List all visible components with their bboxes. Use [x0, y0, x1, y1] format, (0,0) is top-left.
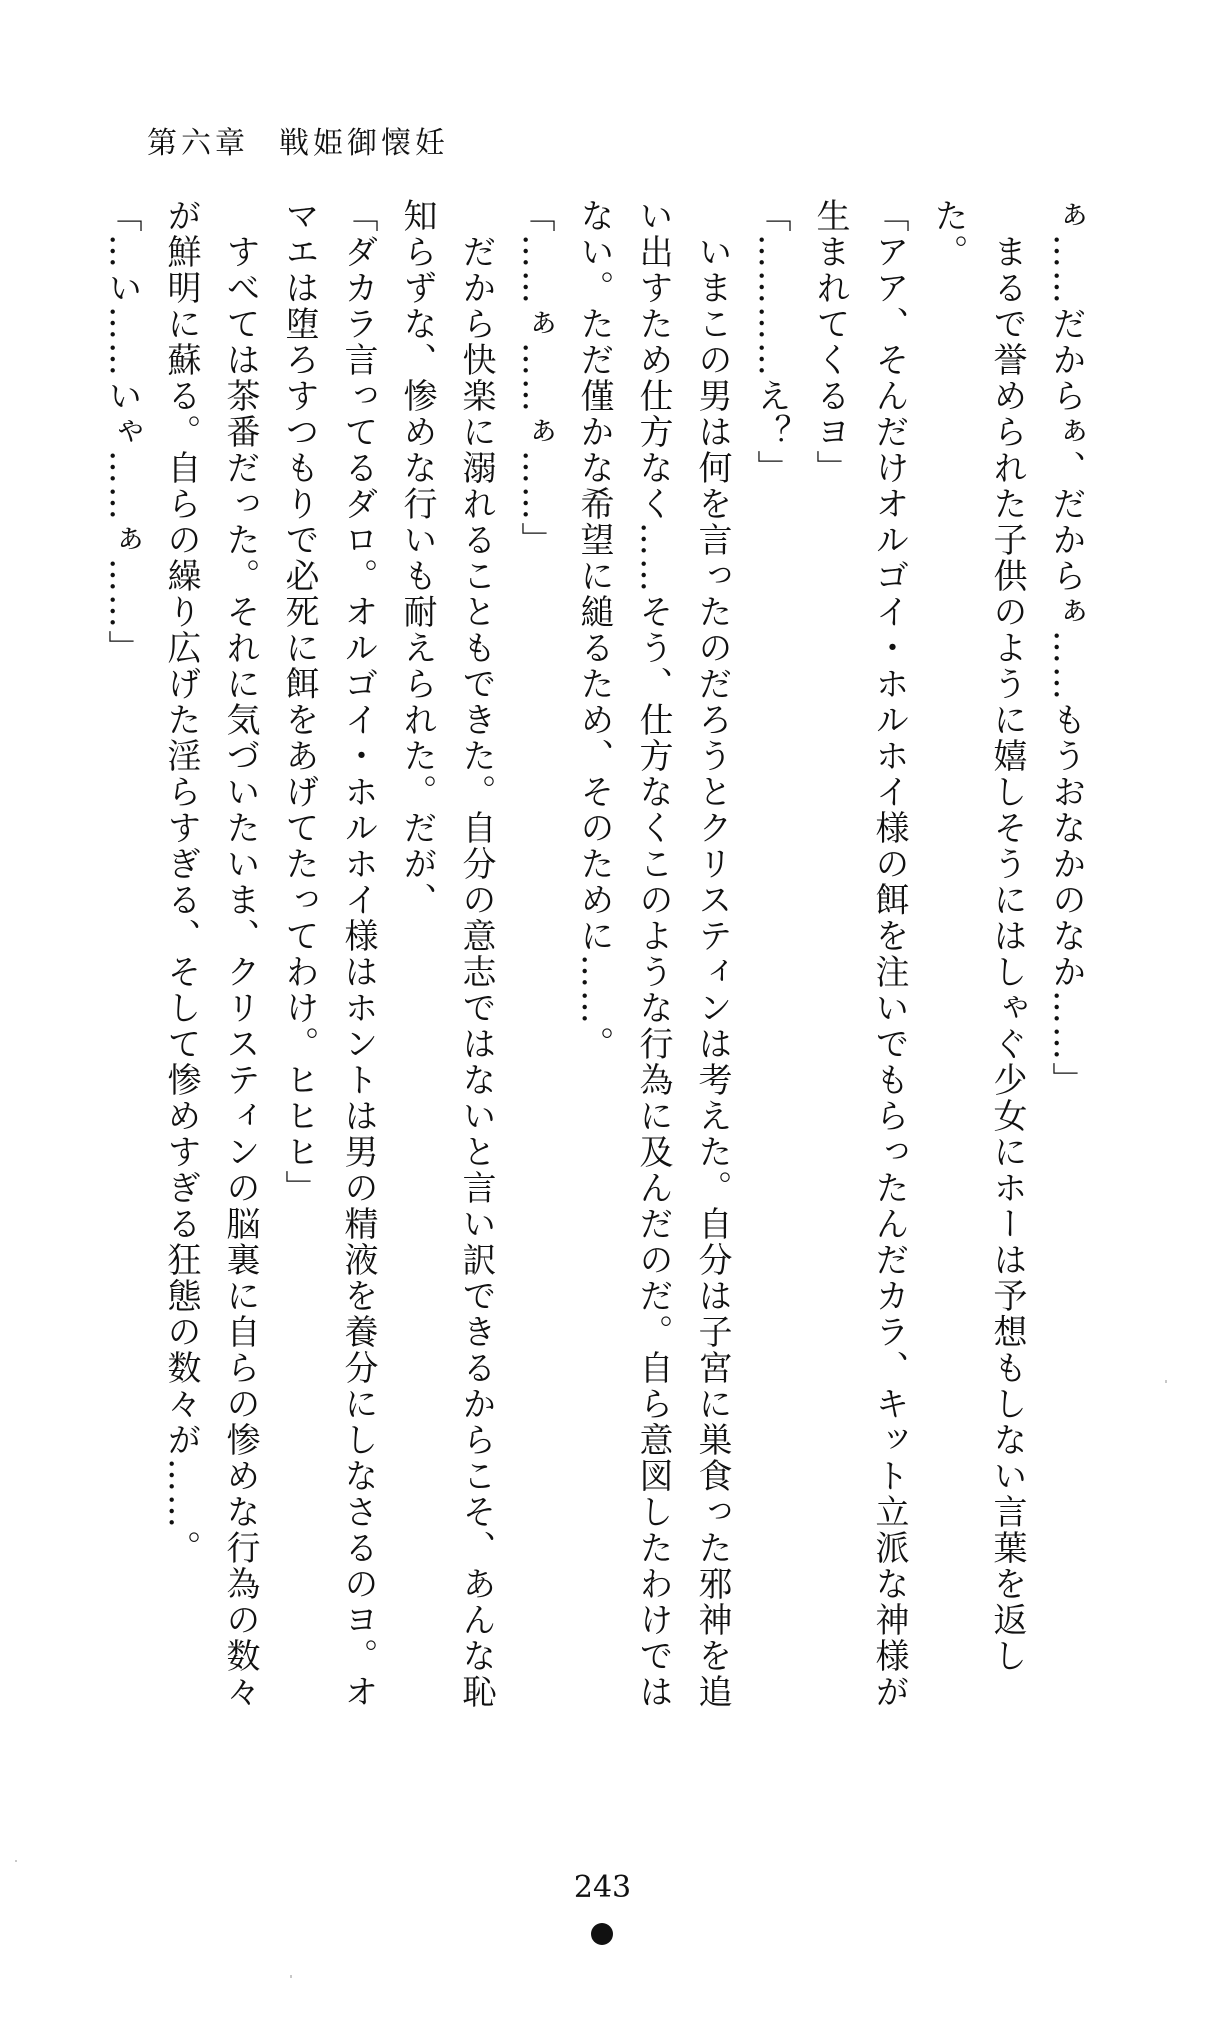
- running-header: [147, 118, 449, 162]
- scan-speck: [1165, 1380, 1167, 1383]
- text-line: ぁ……だからぁ、だからぁ……もうおなかのなか……」: [1046, 198, 1086, 1098]
- text-line: すべては茶番だった。それに気づいたいま、クリスティンの脳裏に自らの惨めな行為の数々が鮮明に蘇る。自らの繰り広げた淫らすぎる、そして惨めすぎる狂態の数々が……。: [161, 198, 260, 1710]
- text-line: 「…い……いゃ……ぁ……」: [102, 198, 142, 666]
- scan-speck: [15, 1860, 17, 1862]
- page-number: 243: [573, 1870, 632, 1905]
- text-line: 「ダカラ言ってるダロ。オルゴイ・ホルホイ様はホントは男の精液を養分にしなさるのヨ。オマエは堕ろすつもりで必死に餌をあげてたってわけ。ヒヒヒ」: [279, 198, 378, 1710]
- text-line: いまこの男は何を言ったのだろうとクリスティンは考えた。自分は子宮に巣食った邪神を追い出すため仕方なく……そう、仕方なくこのような行為に及んだのだ。自ら意図したわけではない。ただ僅かな希望に縋るため、そのために……。: [574, 198, 732, 1710]
- chapter-number: 第六章: [147, 126, 249, 161]
- page-marker-dot: [591, 1923, 613, 1945]
- scan-speck: [290, 1975, 292, 1978]
- text-line: 「アア、そんだけオルゴイ・ホルホイ様の餌を注いでもらったんだカラ、キット立派な神様が生まれてくるヨ」: [810, 198, 909, 1710]
- text-line: だから快楽に溺れることもできた。自分の意志ではないと言い訳できるからこそ、あんな恥知らずな、惨めな行いも耐えられた。だが、: [397, 198, 496, 1710]
- text-line: 「…………え？」: [751, 198, 791, 486]
- vertical-body-text: [102, 198, 1095, 1728]
- text-line: 「……ぁ……ぁ……」: [515, 198, 555, 558]
- chapter-title: 戦姫御懐妊: [279, 126, 449, 161]
- text-line: まるで誉められた子供のように嬉しそうにはしゃぐ少女にホーは予想もしない言葉を返した。: [928, 198, 1027, 1674]
